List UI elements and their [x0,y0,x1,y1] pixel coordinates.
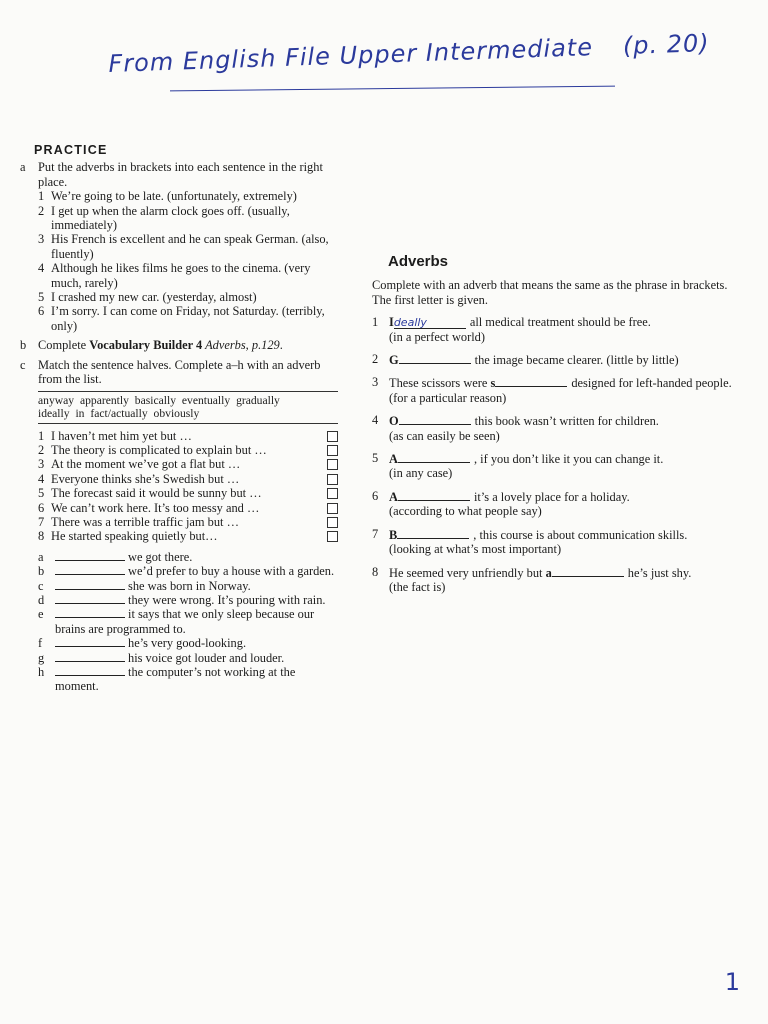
first-letter: O [389,414,399,429]
question-item [372,413,732,443]
first-letter: A [389,452,398,467]
exercise-a-items [20,189,338,333]
item-text: I haven’t met him yet but … [51,428,192,443]
exercise-instruction: Match the sentence halves. Complete a–h with an adverb from the list. [38,357,321,387]
list-item [20,261,338,290]
item-text: I get up when the alarm clock goes off. (usually, immediately) [51,203,290,233]
adverbs-section [372,255,732,602]
list-item [20,515,338,529]
list-item [20,579,338,593]
exercise-instruction: Put the adverbs in brackets into each sentence in the right place. [38,160,323,189]
item-text-before: These scissors were [389,376,491,391]
item-number: 8 [38,529,45,544]
list-item [20,304,338,333]
answer-checkbox[interactable] [327,503,338,514]
exercise-instruction: Complete Vocabulary Builder 4 Adverbs, p.129. [38,338,283,353]
item-number: 4 [372,413,379,428]
item-text: it says that we only sleep because our brains are programmed to. [55,607,315,636]
handwritten-page-ref: (p. 20) [622,29,711,61]
list-item [20,550,338,564]
answer-blank[interactable] [55,665,125,676]
question-item [372,565,732,595]
exercise-label: c [20,357,26,372]
item-hint: (looking at what’s most important) [389,542,562,557]
answer-blank[interactable] [398,451,470,463]
list-item [20,429,338,443]
list-item [20,501,338,515]
question-item [372,489,732,519]
item-number: 1 [38,189,45,204]
item-letter: a [38,549,44,564]
practice-section [20,143,338,694]
item-text: they were wrong. It’s pouring with rain. [128,592,326,607]
item-number: 1 [38,428,45,443]
item-number: 7 [38,514,45,529]
answer-blank[interactable] [55,564,125,575]
answer-checkbox[interactable] [327,488,338,499]
item-number: 6 [38,304,45,319]
answer-blank[interactable] [398,489,470,501]
list-item [20,189,338,203]
item-text: all medical treatment should be free. [469,315,651,330]
item-text: he’s very good-looking. [128,636,247,651]
first-letter: a [545,565,552,580]
item-text: it’s a lovely place for a holiday. [473,489,630,504]
item-text: We’re going to be late. (unfortunately, extremely) [51,189,297,204]
item-hint: (as can easily be seen) [389,428,500,443]
answer-blank[interactable] [399,413,471,425]
item-text: the image became clearer. (little by little) [474,353,679,368]
first-letter: G [389,353,399,368]
item-hint: (in a perfect world) [389,329,485,344]
list-item [20,651,338,665]
item-text: Although he likes films he goes to the cinema. (very much, rarely) [51,261,311,290]
question-item [372,375,732,405]
list-item [20,472,338,486]
exercise-a [20,160,338,189]
answer-blank[interactable] [55,636,125,647]
question-item [372,451,732,481]
question-item [372,352,732,367]
item-letter: g [38,650,45,665]
item-number: 4 [38,471,45,486]
word-list-line: anyway apparently basically eventually gradually [38,393,280,407]
answer-checkbox[interactable] [327,517,338,528]
list-item [20,232,338,261]
item-text: , if you don’t like it you can change it. [473,452,664,467]
item-number: 6 [372,488,379,503]
item-hint: (according to what people say) [389,504,542,519]
item-text: The theory is complicated to explain but … [51,442,267,457]
handwritten-underline [170,86,615,92]
item-number: 3 [372,375,379,390]
item-number: 2 [38,203,45,218]
list-item [20,607,338,636]
item-number: 3 [38,232,45,247]
item-letter: e [38,607,44,622]
first-letter: I [389,315,394,330]
adverb-word-list [38,391,338,424]
answer-blank[interactable] [552,565,624,577]
item-number: 5 [372,451,379,466]
item-text: he’s just shy. [627,565,692,580]
handwritten-source: From English File Upper Intermediate [108,33,594,78]
item-hint: (in any case) [389,466,453,481]
item-text: we got there. [128,549,193,564]
item-text: we’d prefer to buy a house with a garden. [128,564,335,579]
item-text: the computer’s not working at the moment. [55,665,296,694]
item-text: this book wasn’t written for children. [474,414,659,429]
list-item [20,636,338,650]
item-number: 2 [372,352,379,367]
item-text: , this course is about communication skills. [473,527,688,542]
answer-blank[interactable] [55,550,125,561]
item-number: 8 [372,564,379,579]
handwritten-page-number: 1 [724,968,740,996]
answer-checkbox[interactable] [327,531,338,542]
answer-blank[interactable] [55,607,125,618]
first-letter: s [490,376,496,391]
question-item [372,527,732,557]
exercise-label: a [20,160,26,175]
answer-blank[interactable] [495,375,567,387]
answer-checkbox[interactable] [327,445,338,456]
item-text-before: He seemed very unfriendly but [389,565,546,580]
answer-blank[interactable] [55,593,125,604]
first-halves-list [20,429,338,544]
item-letter: f [38,636,43,651]
answer-checkbox[interactable] [327,459,338,470]
practice-title: PRACTICE [34,143,108,157]
item-number: 7 [372,526,379,541]
adverbs-title: Adverbs [388,253,449,270]
item-text: At the moment we’ve got a flat but … [51,457,241,472]
item-letter: b [38,564,45,579]
item-number: 5 [38,486,45,501]
item-text: I’m sorry. I can come on Friday, not Saturday. (terribly, only) [51,304,325,333]
item-text: she was born in Norway. [128,578,251,593]
answer-blank[interactable] [55,579,125,590]
first-letter: B [389,527,398,542]
item-text: There was a terrible traffic jam but … [51,514,239,529]
exercise-b [20,338,338,352]
word-list-line: ideally in fact/actually obviously [38,406,200,420]
item-text: his voice got louder and louder. [128,650,285,665]
list-item [20,486,338,500]
list-item [20,593,338,607]
exercise-c [20,358,338,387]
item-text: Everyone thinks she’s Swedish but … [51,471,240,486]
item-letter: c [38,578,44,593]
item-text: The forecast said it would be sunny but … [51,486,262,501]
item-number: 2 [38,442,45,457]
item-text: We can’t work here. It’s too messy and … [51,500,260,515]
answer-blank[interactable] [399,352,471,364]
answer-blank[interactable] [397,527,469,539]
list-item [20,443,338,457]
item-hint: (the fact is) [389,579,446,594]
first-letter: A [389,489,398,504]
exercise-label: b [20,338,27,353]
list-item [20,564,338,578]
item-letter: h [38,665,45,679]
list-item [20,457,338,471]
handwritten-source-note [108,29,710,78]
answer-blank[interactable] [55,651,125,662]
list-item [20,665,338,694]
list-item [20,290,338,304]
item-letter: d [38,592,45,607]
list-item [20,204,338,233]
item-number: 4 [38,261,45,276]
list-item [20,529,338,543]
item-text: I crashed my new car. (yesterday, almost) [51,290,257,305]
item-text: His French is excellent and he can speak German. (also, fluently) [51,232,329,261]
item-number: 6 [38,500,45,515]
item-number: 5 [38,290,45,305]
answer-filled[interactable]: deally [394,317,466,329]
item-text: He started speaking quietly but… [51,529,218,544]
item-number: 1 [372,315,379,330]
question-item [372,315,732,344]
item-text: designed for left-handed people. (for a particular reason) [389,376,732,405]
second-halves-list [20,550,338,694]
item-number: 3 [38,457,45,472]
answer-checkbox[interactable] [327,474,338,485]
answer-checkbox[interactable] [327,431,338,442]
adverbs-instruction: Complete with an adverb that means the same as the phrase in brackets. The first letter is given. [372,278,728,307]
